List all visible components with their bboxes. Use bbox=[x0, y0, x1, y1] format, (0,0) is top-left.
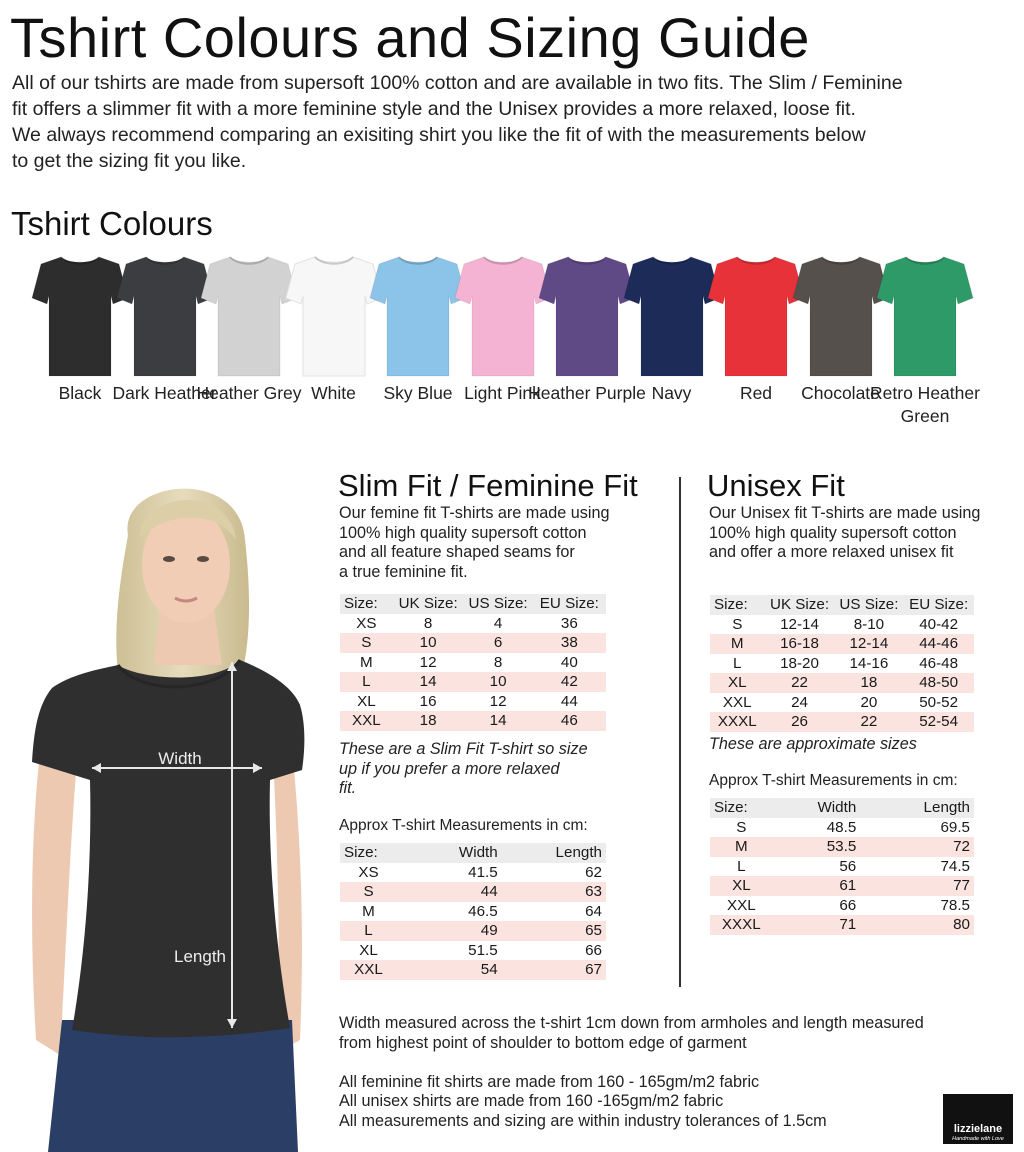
column-header: Length bbox=[923, 799, 970, 816]
table-cell: XL bbox=[732, 877, 751, 894]
table-cell: 12 bbox=[489, 692, 507, 710]
table-cell: 72 bbox=[953, 838, 970, 855]
colour-label: Retro Heather Green bbox=[870, 383, 980, 426]
table-cell: 78.5 bbox=[940, 896, 970, 914]
table-row bbox=[710, 673, 974, 693]
section-divider bbox=[679, 477, 681, 987]
unisex-fit-note: These are approximate sizes bbox=[709, 735, 917, 753]
table-cell: 44-46 bbox=[919, 635, 959, 652]
table-header-row bbox=[340, 594, 606, 614]
table-cell: M bbox=[730, 635, 744, 652]
table-cell: 48-50 bbox=[919, 674, 959, 691]
table-row bbox=[710, 712, 974, 732]
brand-name: lizzielane bbox=[953, 1123, 1003, 1135]
colour-swatches bbox=[30, 254, 990, 454]
table-cell: M bbox=[362, 902, 375, 920]
table-cell: 8-10 bbox=[853, 615, 885, 633]
unisex-measure-table bbox=[710, 798, 974, 935]
table-cell: 40-42 bbox=[919, 615, 959, 633]
table-cell: M bbox=[735, 838, 748, 855]
tshirt-icon bbox=[876, 254, 974, 378]
table-cell: 53.5 bbox=[826, 838, 857, 855]
slim-fit-title: Slim Fit / Feminine Fit bbox=[338, 468, 638, 503]
table-row bbox=[710, 915, 974, 935]
colour-label: Black bbox=[58, 383, 102, 403]
table-cell: L bbox=[364, 922, 373, 939]
table-cell: 22 bbox=[860, 713, 878, 730]
unisex-measure-heading: Approx T-shirt Measurements in cm: bbox=[709, 772, 958, 789]
table-cell: 6 bbox=[493, 634, 503, 651]
table-header-row bbox=[710, 798, 974, 818]
model-photo bbox=[0, 480, 330, 1152]
table-cell: 14 bbox=[419, 673, 437, 690]
unisex-fit-description: Our Unisex fit T-shirts are made using 100% high quality supersoft cotton and offer a more relaxed unisex fit bbox=[709, 504, 981, 561]
colour-label: Light Pink bbox=[464, 383, 541, 403]
table-cell: S bbox=[361, 634, 372, 651]
table-cell: 18 bbox=[419, 712, 437, 729]
table-row bbox=[340, 960, 606, 980]
table-cell: XXL bbox=[726, 896, 756, 914]
width-label: Width bbox=[158, 749, 202, 768]
unisex-size-table bbox=[710, 595, 974, 732]
table-cell: XXXL bbox=[717, 713, 757, 730]
table-cell: 62 bbox=[585, 863, 602, 881]
table-cell: 36 bbox=[560, 614, 578, 632]
intro-line: All of our tshirts are made from supersoft 100% cotton and are available in two fits. The Slim / Feminine bbox=[12, 72, 903, 94]
table-cell: 8 bbox=[493, 653, 503, 671]
table-cell: 22 bbox=[791, 674, 808, 691]
footer-notes: Width measured across the t-shirt 1cm down from armholes and length measured from highest point of shoulder to bottom edge of garment All feminine fit shirts are made from 160 - 165gm/m2 fabric All unisex shirts are made from 160 -165gm/m2 fabric All measurements and sizing are within industry tolerances of 1.5cm bbox=[339, 1014, 924, 1130]
table-cell: 61 bbox=[839, 877, 857, 894]
tshirt bbox=[32, 660, 304, 1037]
table-cell: 38 bbox=[560, 634, 578, 651]
jeans bbox=[48, 1020, 298, 1152]
table-cell: S bbox=[363, 883, 374, 900]
column-header: Size: bbox=[714, 799, 748, 816]
table-cell: 56 bbox=[839, 857, 857, 875]
table-cell: 14 bbox=[489, 712, 507, 729]
table-cell: 67 bbox=[585, 961, 602, 978]
length-label: Length bbox=[174, 947, 226, 966]
table-cell: 16-18 bbox=[780, 635, 819, 652]
table-cell: 63 bbox=[585, 883, 602, 900]
column-header: Size: bbox=[344, 844, 378, 861]
colour-label: Dark Heather bbox=[112, 383, 217, 403]
intro-line: fit offers a slimmer fit with a more feminine style and the Unisex provides a more relaxed, loose fit. bbox=[12, 98, 856, 120]
table-cell: XS bbox=[358, 863, 379, 881]
table-cell: 69.5 bbox=[940, 818, 970, 836]
table-cell: 80 bbox=[953, 916, 970, 933]
colour-label: Heather Purple bbox=[528, 383, 646, 403]
intro-line: We always recommend comparing an exisiting shirt you like the fit of with the measurements below bbox=[12, 124, 866, 146]
colour-swatch bbox=[870, 254, 980, 426]
colours-heading: Tshirt Colours bbox=[11, 205, 213, 242]
brand-tagline: Handmade with Love bbox=[952, 1136, 1004, 1142]
colour-label: Heather Grey bbox=[196, 383, 302, 403]
table-cell: L bbox=[737, 857, 746, 875]
table-cell: 12 bbox=[419, 653, 437, 671]
intro-line: to get the sizing fit you like. bbox=[12, 150, 247, 172]
table-cell: XL bbox=[357, 692, 376, 710]
colour-label: Navy bbox=[651, 383, 692, 403]
table-cell: L bbox=[362, 673, 371, 690]
table-cell: XL bbox=[727, 674, 747, 691]
table-cell: XXL bbox=[722, 693, 752, 711]
table-row bbox=[340, 614, 606, 634]
table-row bbox=[340, 882, 606, 902]
table-cell: 12-14 bbox=[780, 615, 819, 633]
table-cell: 64 bbox=[585, 902, 602, 920]
table-cell: 40 bbox=[560, 653, 578, 671]
brand-logo bbox=[943, 1094, 1013, 1144]
table-cell: 46 bbox=[560, 712, 578, 729]
table-row bbox=[710, 693, 974, 713]
column-header: US Size: bbox=[839, 596, 899, 613]
table-cell: M bbox=[360, 653, 373, 671]
table-row bbox=[710, 896, 974, 916]
table-row bbox=[340, 653, 606, 673]
table-cell: 54 bbox=[480, 961, 498, 978]
table-cell: 42 bbox=[560, 673, 578, 690]
page-title: Tshirt Colours and Sizing Guide bbox=[10, 6, 810, 69]
table-cell: 18 bbox=[860, 674, 878, 691]
column-header: US Size: bbox=[468, 595, 528, 612]
colour-label: Sky Blue bbox=[383, 383, 453, 403]
left-arm bbox=[32, 735, 78, 1055]
table-cell: L bbox=[733, 654, 742, 672]
column-header: EU Size: bbox=[539, 595, 599, 612]
table-cell: 18-20 bbox=[780, 654, 819, 672]
column-header: Width bbox=[817, 799, 857, 816]
table-cell: 77 bbox=[953, 877, 970, 894]
unisex-fit-title: Unisex Fit bbox=[707, 468, 845, 503]
table-cell: 20 bbox=[860, 693, 878, 711]
table-row bbox=[710, 615, 974, 635]
slim-measure-table bbox=[340, 843, 606, 980]
colour-label: White bbox=[311, 383, 356, 403]
table-cell: 4 bbox=[493, 614, 503, 632]
slim-measure-heading: Approx T-shirt Measurements in cm: bbox=[339, 817, 588, 834]
column-header: Width bbox=[458, 844, 498, 861]
column-header: Size: bbox=[714, 596, 748, 613]
table-cell: 26 bbox=[791, 713, 808, 730]
table-cell: 49 bbox=[480, 922, 498, 939]
table-cell: XXL bbox=[354, 961, 383, 978]
column-header: UK Size: bbox=[769, 596, 830, 613]
table-cell: 14-16 bbox=[849, 654, 889, 672]
table-cell: 51.5 bbox=[468, 941, 498, 959]
table-cell: 66 bbox=[585, 941, 602, 959]
table-cell: 74.5 bbox=[940, 857, 970, 875]
table-row bbox=[710, 876, 974, 896]
table-cell: 16 bbox=[419, 692, 437, 710]
table-row bbox=[340, 863, 606, 883]
table-cell: 10 bbox=[489, 673, 507, 690]
table-row bbox=[340, 711, 606, 731]
table-cell: 71 bbox=[839, 916, 857, 933]
table-row bbox=[340, 921, 606, 941]
intro-paragraph bbox=[12, 70, 1017, 174]
slim-fit-description: Our femine fit T-shirts are made using 100% high quality supersoft cotton and all feature shaped seams for a true feminine fit. bbox=[339, 504, 610, 581]
slim-size-table bbox=[340, 594, 606, 731]
colour-label: Red bbox=[739, 383, 773, 403]
table-cell: XL bbox=[359, 941, 378, 959]
column-header: Size: bbox=[344, 595, 378, 612]
table-cell: 10 bbox=[419, 634, 437, 651]
table-header-row bbox=[710, 595, 974, 615]
table-cell: 48.5 bbox=[826, 818, 857, 836]
table-row bbox=[710, 857, 974, 877]
table-row bbox=[340, 633, 606, 653]
column-header: Length bbox=[555, 844, 602, 861]
table-cell: 24 bbox=[791, 693, 808, 711]
table-row bbox=[340, 902, 606, 922]
table-cell: XXL bbox=[352, 712, 381, 729]
column-header: EU Size: bbox=[909, 596, 969, 613]
table-cell: 66 bbox=[839, 896, 857, 914]
table-cell: S bbox=[732, 615, 743, 633]
slim-fit-note: These are a Slim Fit T-shirt so size up if you prefer a more relaxed fit. bbox=[339, 740, 588, 797]
table-cell: 12-14 bbox=[849, 635, 889, 652]
table-row bbox=[340, 692, 606, 712]
table-row bbox=[710, 634, 974, 654]
table-row bbox=[710, 837, 974, 857]
table-row bbox=[340, 672, 606, 692]
colour-label: Chocolate bbox=[801, 383, 880, 403]
table-cell: 52-54 bbox=[919, 713, 959, 730]
table-cell: XXXL bbox=[721, 916, 761, 933]
table-cell: 44 bbox=[560, 692, 578, 710]
table-row bbox=[340, 941, 606, 961]
table-cell: 46.5 bbox=[468, 902, 498, 920]
table-cell: XS bbox=[356, 614, 377, 632]
table-cell: 8 bbox=[423, 614, 433, 632]
column-header: UK Size: bbox=[398, 595, 458, 612]
table-cell: 46-48 bbox=[919, 654, 959, 672]
table-row bbox=[710, 654, 974, 674]
table-cell: 50-52 bbox=[919, 693, 959, 711]
table-cell: 44 bbox=[480, 883, 498, 900]
table-cell: 65 bbox=[585, 922, 602, 939]
table-cell: 41.5 bbox=[468, 863, 498, 881]
table-header-row bbox=[340, 843, 606, 863]
table-cell: S bbox=[736, 818, 747, 836]
table-row bbox=[710, 818, 974, 838]
